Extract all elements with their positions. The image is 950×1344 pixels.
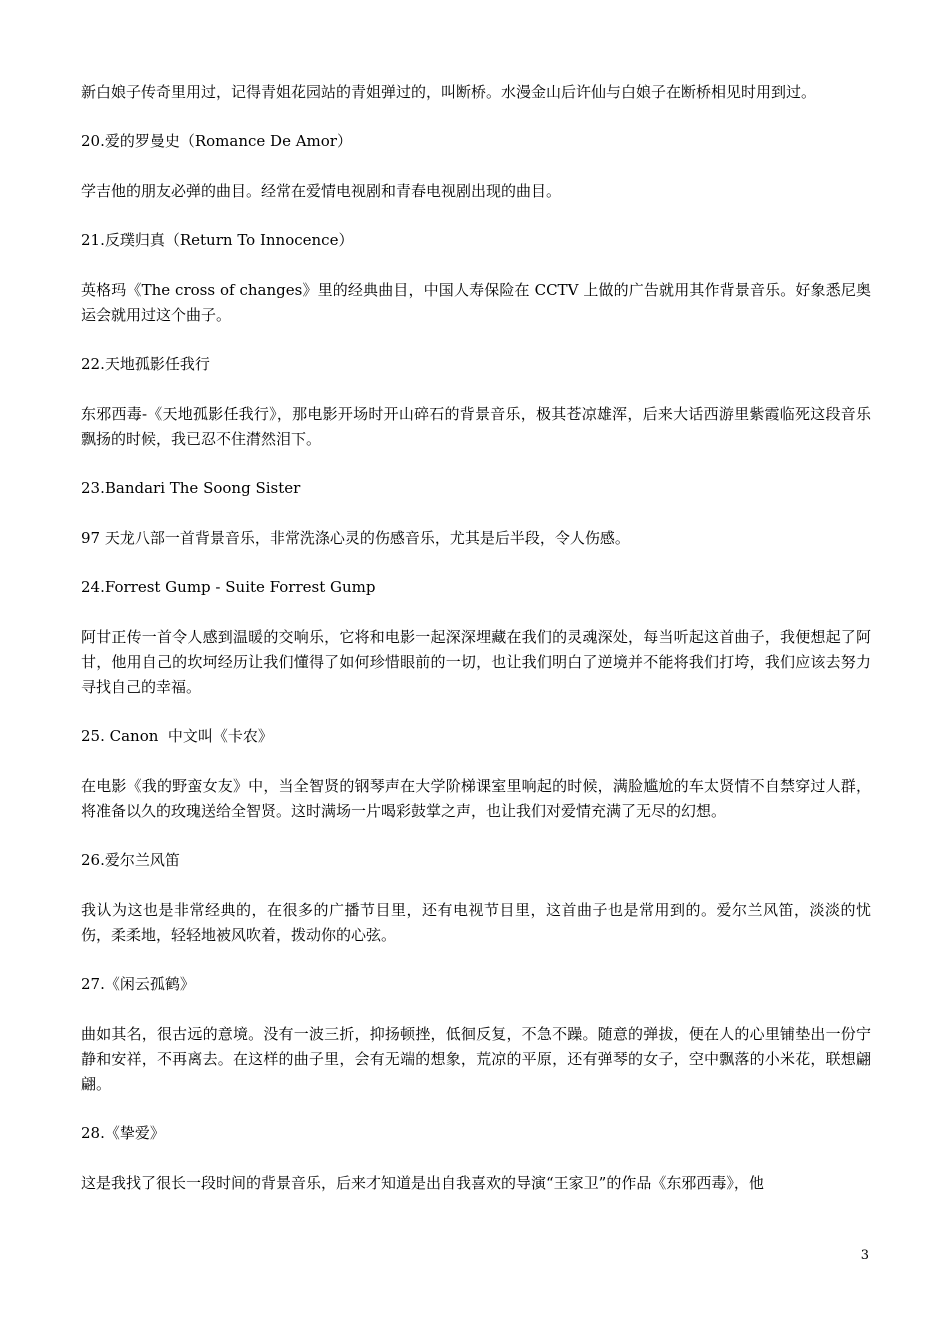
section-heading-20: 20.爱的罗曼史（Romance De Amor） (81, 132, 352, 150)
section-heading-28: 28.《挚爱》 (81, 1124, 165, 1142)
paragraph: 学吉他的朋友必弹的曲目。经常在爱情电视剧和青春电视剧出现的曲目。 (81, 182, 562, 200)
section-heading-23: 23.Bandari The Soong Sister (81, 479, 301, 497)
paragraph: 阿甘正传一首令人感到温暖的交响乐，它将和电影一起深深埋藏在我们的灵魂深处，每当听起这首曲子，我便想起了阿甘，他用自己的坎坷经历让我们懂得了如何珍惜眼前的一切，也让我们明白了逆境并不能将我们打垮，我们应该去努力寻找自己的幸福。 (81, 628, 871, 696)
paragraph: 东邪西毒-《天地孤影任我行》，那电影开场时开山碎石的背景音乐，极其苍凉雄浑，后来大话西游里紫霞临死这段音乐飘扬的时候，我已忍不住潸然泪下。 (81, 405, 871, 448)
paragraph: 97 天龙八部一首背景音乐，非常洗涤心灵的伤感音乐，尤其是后半段，令人伤感。 (81, 529, 630, 547)
page-number: 3 (860, 1248, 869, 1263)
section-heading-22: 22.天地孤影任我行 (81, 355, 210, 373)
paragraph: 我认为这也是非常经典的，在很多的广播节目里，还有电视节目里，这首曲子也是常用到的。爱尔兰风笛，淡淡的忧伤，柔柔地，轻轻地被风吹着，拨动你的心弦。 (81, 901, 871, 944)
section-heading-24: 24.Forrest Gump - Suite Forrest Gump (81, 578, 376, 596)
page-content (81, 80, 871, 1220)
section-heading-26: 26.爱尔兰风笛 (81, 851, 180, 869)
paragraph: 英格玛《The cross of changes》里的经典曲目，中国人寿保险在 CCTV 上做的广告就用其作背景音乐。好象悉尼奥运会就用过这个曲子。 (81, 281, 871, 324)
paragraph: 新白娘子传奇里用过，记得青姐花园站的青姐弹过的，叫断桥。水漫金山后许仙与白娘子在断桥相见时用到过。 (81, 83, 817, 101)
paragraph: 这是我找了很长一段时间的背景音乐，后来才知道是出自我喜欢的导演“王家卫”的作品《东邪西毒》，他 (81, 1174, 764, 1192)
section-heading-27: 27.《闲云孤鹤》 (81, 975, 195, 993)
paragraph: 在电影《我的野蛮女友》中，当全智贤的钢琴声在大学阶梯课室里响起的时候，满脸尴尬的车太贤情不自禁穿过人群，将准备以久的玫瑰送给全智贤。这时满场一片喝彩鼓掌之声，也让我们对爱情充满了无尽的幻想。 (81, 777, 871, 820)
section-heading-21: 21.反璞归真（Return To Innocence） (81, 231, 354, 249)
paragraph: 曲如其名，很古远的意境。没有一波三折，抑扬顿挫，低徊反复，不急不躁。随意的弹拔，便在人的心里铺垫出一份宁静和安祥，不再离去。在这样的曲子里，会有无端的想象，荒凉的平原，还有弹琴的女子，空中飘落的小米花，联想翩翩。 (81, 1025, 871, 1093)
section-heading-25: 25. Canon 中文叫《卡农》 (81, 727, 273, 745)
